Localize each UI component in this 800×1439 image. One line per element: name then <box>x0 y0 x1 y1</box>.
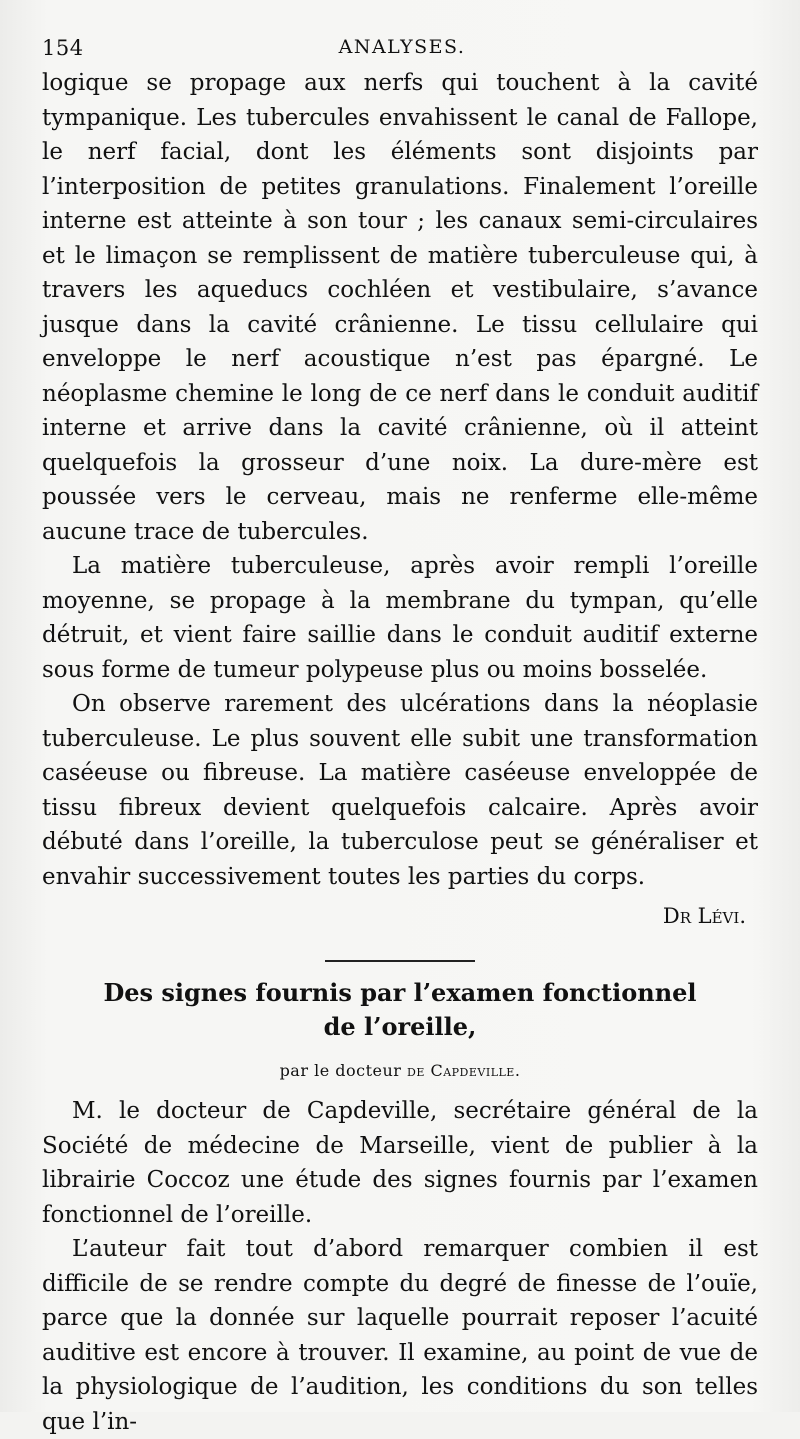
paragraph: On observe rarement des ulcérations dans la néoplasie tuberculeuse. Le plus souvent elle subit une transformation caséeuse ou fibreuse. La matière caséeuse enveloppée de tissu fibreux devient quelquefois calcaire. Après avoir débuté dans l’oreille, la tuberculose peut se généraliser et envahir successivement toutes les parties du corps. <box>42 691 758 890</box>
page-header <box>42 36 762 68</box>
paragraph: M. le docteur de Capdeville, secrétaire général de la Société de médecine de Marseille, vient de publier à la librairie Coccoz une étude des signes fournis par l’examen fonctionnel de l’oreille. <box>42 1098 758 1228</box>
byline-prefix: par le docteur <box>279 1061 402 1080</box>
paragraph-continued: logique se propage aux nerfs qui touchent à la cavité tympanique. Les tubercules envahissent le canal de Fallope, le nerf facial, dont les éléments sont disjoints par l’interposition de petites granulations. Finalement l’oreille interne est atteinte à son tour ; les canaux semi-circulaires et le limaçon se remplissent de matière tuberculeuse qui, à travers les aqueducs cochléen et vestibulaire, s’avance jusque dans la cavité crânienne. Le tissu cellulaire qui enveloppe le nerf acoustique n’est pas épargné. Le néoplasme chemine le long de ce nerf dans le conduit auditif interne et arrive dans la cavité crânienne, où il atteint quelquefois la grosseur d’une noix. La dure-mère est poussée vers le cerveau, mais ne renferme elle-même aucune trace de tubercules. <box>42 70 758 545</box>
page-number: 154 <box>42 36 84 60</box>
article-title-line-2: de l’oreille, <box>323 1012 477 1041</box>
byline <box>42 1056 758 1086</box>
section-divider <box>325 960 475 962</box>
signature: Dr Lévi. <box>662 904 746 928</box>
running-head: ANALYSES. <box>338 36 466 58</box>
article-title-line-1: Des signes fournis par l’examen fonctionnel <box>103 978 697 1007</box>
paragraph: La matière tuberculeuse, après avoir rempli l’oreille moyenne, se propage à la membrane du tympan, qu’elle détruit, et vient faire saillie dans le conduit auditif externe sous forme de tumeur polypeuse plus ou moins bosselée. <box>42 553 758 683</box>
paragraph: L’auteur fait tout d’abord remarquer combien il est difficile de se rendre compte du degré de finesse de l’ouïe, parce que la donnée sur laquelle pourrait reposer l’acuité auditive est encore à trouver. Il examine, au point de vue de la physiologique de l’audition, les conditions du son telles que l’in- <box>42 1236 758 1435</box>
body-text <box>42 66 758 1439</box>
byline-author: de Capdeville. <box>407 1061 521 1080</box>
